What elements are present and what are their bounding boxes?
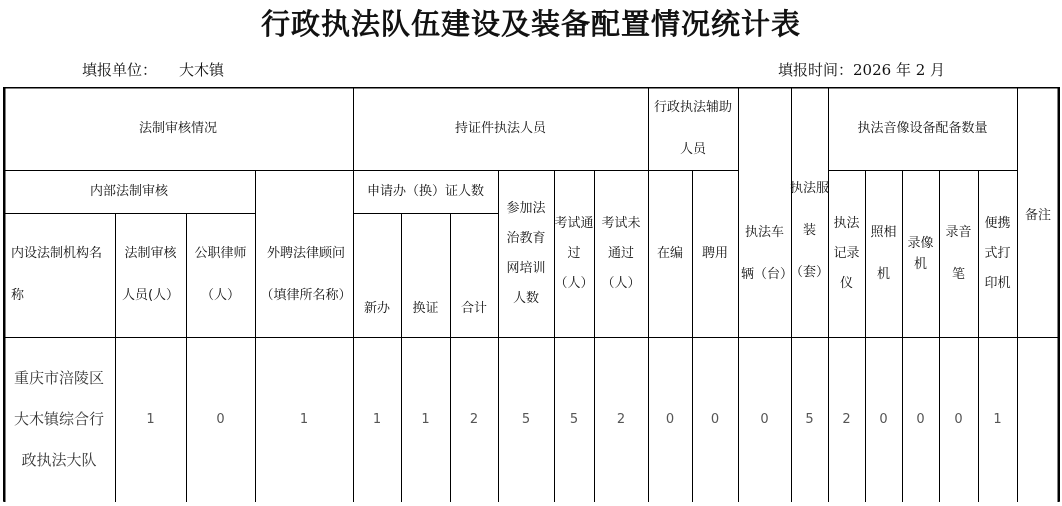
header-new-cert: 新办 — [363, 300, 390, 316]
cell-recorder: 2 — [842, 412, 851, 427]
header-training: 参加法治教育网培训人数 — [506, 200, 546, 306]
header-subtotal: 合计 — [460, 300, 487, 316]
cell-vehicles: 0 — [760, 412, 769, 427]
cell-subtotal: 2 — [469, 412, 479, 427]
header-remarks: 备注 — [1024, 207, 1051, 223]
cell-exam-fail: 2 — [616, 412, 626, 427]
reporting-unit-label: 填报单位： — [82, 61, 158, 79]
header-voice-recorder: 录音笔 — [945, 224, 972, 282]
page-title: 行政执法队伍建设及装备配置情况统计表 — [260, 7, 801, 41]
cell-org-name: 重庆市涪陵区大木镇综合行政执法大队 — [13, 369, 104, 469]
cell-exam-pass: 5 — [569, 412, 579, 427]
header-recorder: 执法记录仪 — [833, 215, 860, 291]
cell-reviewers: 1 — [146, 412, 155, 427]
header-printer: 便携式打印机 — [984, 215, 1011, 291]
cell-printer: 1 — [993, 412, 1002, 427]
cell-on-staff: 0 — [665, 412, 675, 427]
header-uniforms: 执法服装（套） — [790, 181, 830, 280]
header-exam-pass: 考试通过（人） — [554, 215, 594, 291]
header-vehicles: 执法车辆（台） — [741, 224, 794, 282]
reporting-time-label: 填报时间： — [778, 61, 854, 79]
header-org-name: 内设法制机构名称 — [11, 246, 103, 303]
header-legal-review: 法制审核情况 — [138, 121, 217, 136]
header-certified-staff: 持证件执法人员 — [454, 121, 546, 136]
cell-hired: 0 — [710, 412, 720, 427]
cell-video-camera: 0 — [916, 412, 925, 427]
cell-external-counsel: 1 — [299, 412, 309, 427]
cell-uniforms: 5 — [805, 412, 814, 427]
header-on-staff: 在编 — [656, 246, 683, 261]
statistics-table — [3, 87, 1060, 502]
cell-camera: 0 — [879, 412, 888, 427]
cell-new-cert: 1 — [372, 412, 382, 427]
cell-renew-cert: 1 — [421, 412, 430, 427]
header-video-camera: 录像机 — [907, 235, 934, 272]
header-hired: 聘用 — [701, 246, 728, 261]
header-exam-fail: 考试未通过（人） — [601, 215, 641, 291]
header-external-counsel: 外聘法律顾问（填律所名称） — [260, 246, 352, 303]
cell-public-lawyer: 0 — [216, 412, 225, 427]
cell-remarks — [1017, 337, 1059, 502]
cell-voice-recorder: 0 — [954, 412, 963, 427]
header-internal-review: 内部法制审核 — [89, 184, 168, 199]
header-camera: 照相机 — [870, 224, 897, 282]
header-public-lawyer: 公职律师（人） — [194, 246, 247, 303]
header-av-equipment: 执法音像设备配备数量 — [857, 121, 988, 136]
reporting-unit-value: 大木镇 — [179, 61, 225, 79]
header-reviewers: 法制审核人员(人） — [121, 246, 180, 303]
header-renew-cert: 换证 — [412, 300, 439, 316]
reporting-unit — [82, 58, 224, 82]
header-aux-staff: 行政执法辅助人员 — [653, 99, 732, 157]
cell-training: 5 — [521, 412, 531, 427]
reporting-time-value: 2026 年 2 月 — [853, 61, 946, 79]
reporting-time — [778, 58, 945, 82]
header-cert-apply: 申请办（换）证人数 — [366, 184, 484, 199]
